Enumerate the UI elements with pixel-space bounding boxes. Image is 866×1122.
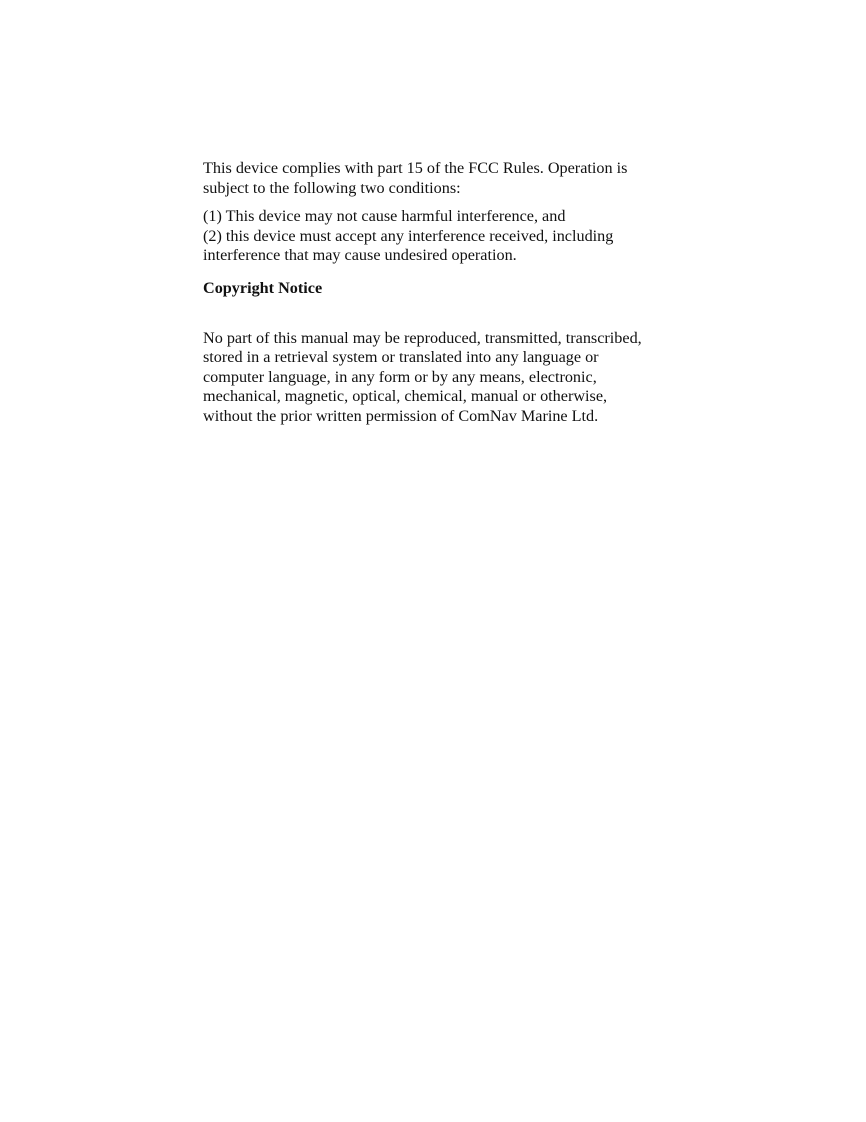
fcc-line: subject to the following two conditions: [203,178,461,197]
copyright-line: computer language, in any form or by any means, electronic, [203,367,597,386]
copyright-line: stored in a retrieval system or translated into any language or [203,348,599,367]
condition-line: (2) this device must accept any interference received, including [203,226,614,245]
copyright-line: No part of this manual may be reproduced, transmitted, transcribed, [203,328,642,347]
copyright-paragraph [203,329,673,427]
copyright-line: mechanical, magnetic, optical, chemical, manual or otherwise, [203,387,608,406]
fcc-line: This device complies with part 15 of the FCC Rules. Operation is [203,159,628,177]
page-content [203,159,673,427]
fcc-compliance-paragraph [203,159,673,198]
condition-line: (1) This device may not cause harmful interference, and [203,207,566,226]
copyright-line: without the prior written permission of ComNav Marine Ltd. [203,406,599,425]
copyright-heading: Copyright Notice [203,278,323,297]
condition-line: interference that may cause undesired operation. [203,246,517,265]
fcc-conditions-paragraph [203,207,673,266]
